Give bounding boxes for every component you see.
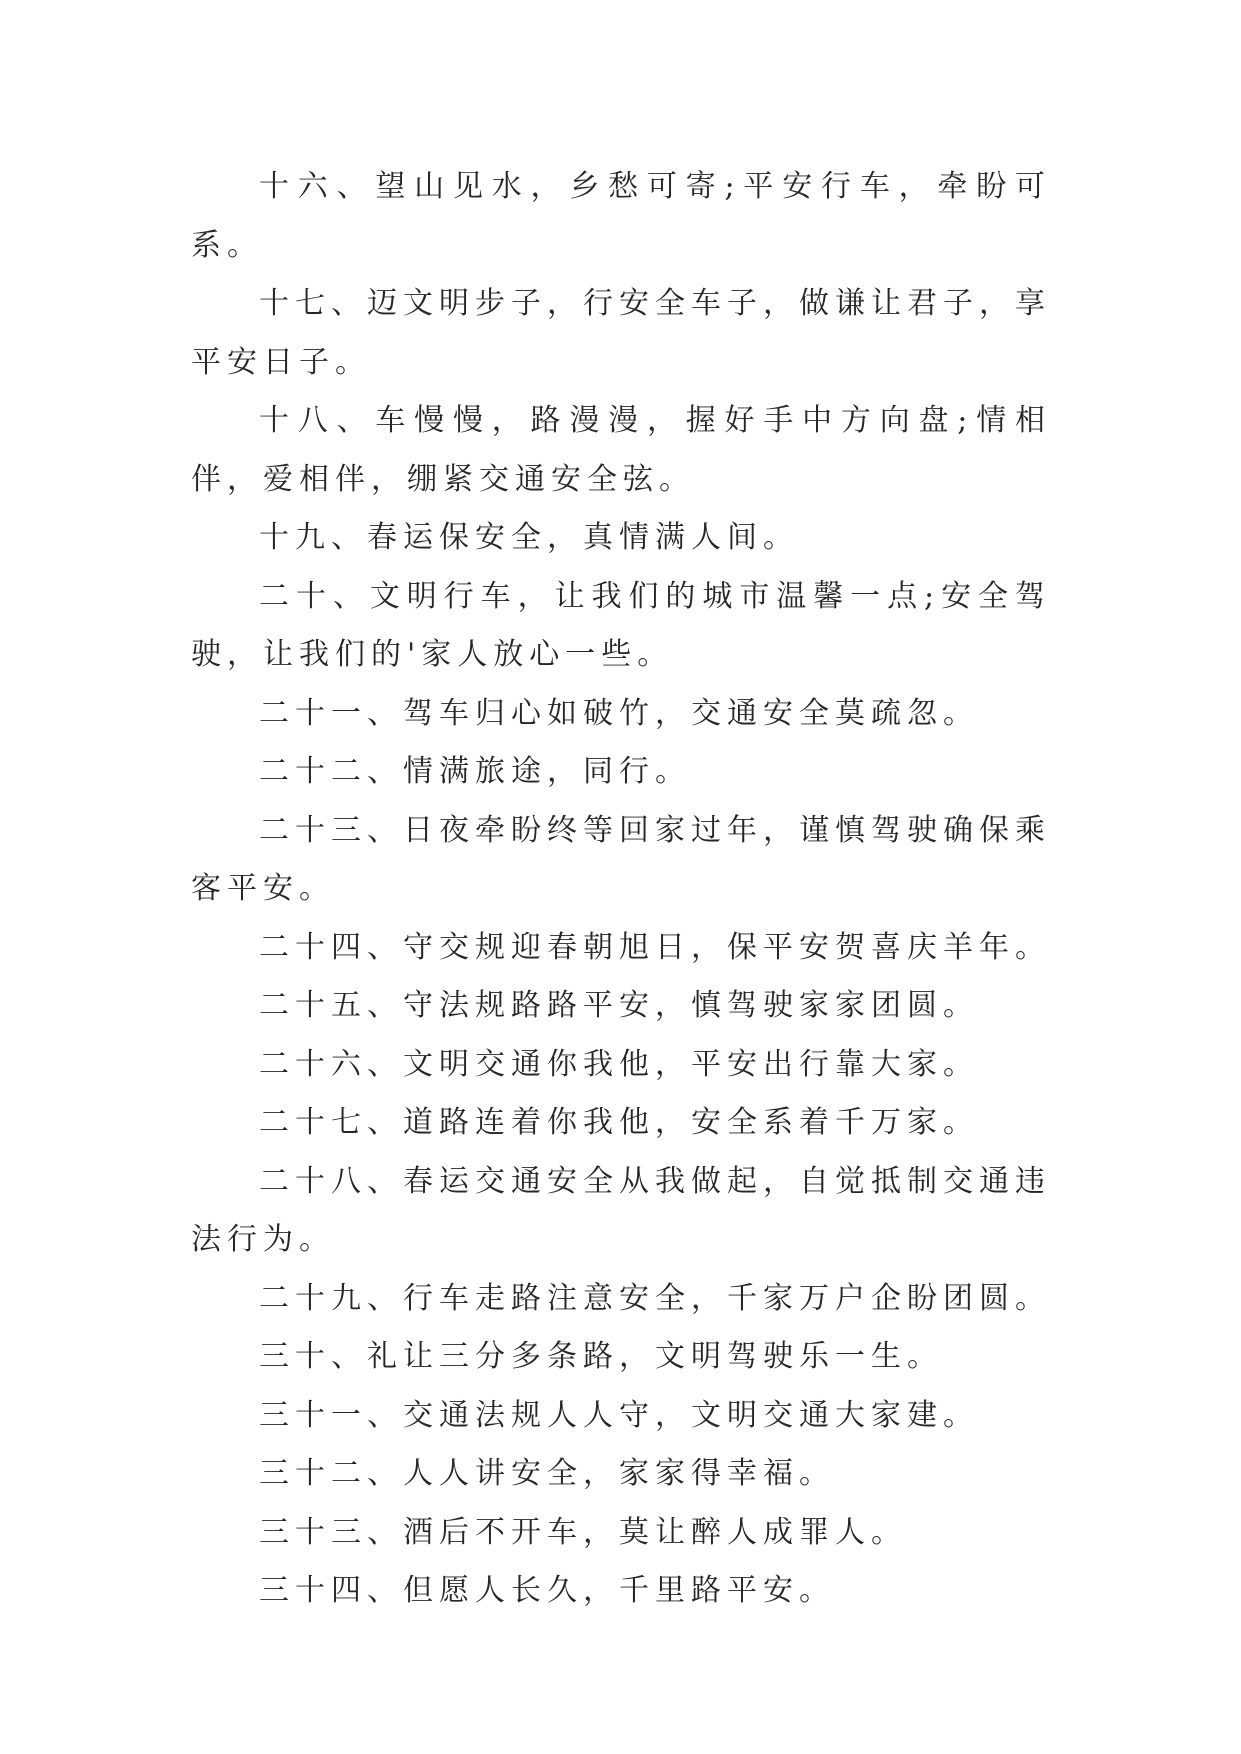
document-body xyxy=(191,158,1051,1621)
paragraph: 二十四、守交规迎春朝旭日，保平安贺喜庆羊年。 xyxy=(259,929,1051,965)
paragraph: 二十九、行车走路注意安全，千家万户企盼团圆。 xyxy=(259,1280,1051,1316)
paragraph: 二十三、日夜牵盼终等回家过年，谨慎驾驶确保乘客平安。 xyxy=(191,812,1051,906)
paragraph: 三十、礼让三分多条路，文明驾驶乐一生。 xyxy=(259,1339,943,1374)
paragraph: 三十四、但愿人长久，千里路平安。 xyxy=(259,1573,835,1608)
paragraph: 二十八、春运交通安全从我做起，自觉抵制交通违法行为。 xyxy=(191,1163,1051,1257)
paragraph: 二十一、驾车归心如破竹，交通安全莫疏忽。 xyxy=(259,695,979,731)
paragraph: 三十二、人人讲安全，家家得幸福。 xyxy=(259,1456,835,1491)
paragraph: 二十、文明行车，让我们的城市温馨一点;安全驾驶，让我们的'家人放心一些。 xyxy=(191,578,1051,672)
paragraph: 十六、望山见水，乡愁可寄;平安行车，牵盼可系。 xyxy=(191,169,1051,263)
paragraph: 三十一、交通法规人人守，文明交通大家建。 xyxy=(259,1397,979,1433)
paragraph: 二十五、守法规路路平安，慎驾驶家家团圆。 xyxy=(259,988,979,1023)
paragraph: 二十六、文明交通你我他，平安出行靠大家。 xyxy=(259,1046,979,1082)
paragraph: 十九、春运保安全，真情满人间。 xyxy=(259,520,799,555)
paragraph: 十七、迈文明步子，行安全车子，做谦让君子，享平安日子。 xyxy=(191,286,1051,380)
paragraph: 三十三、酒后不开车，莫让醉人成罪人。 xyxy=(259,1514,907,1550)
paragraph: 二十二、情满旅途，同行。 xyxy=(259,754,691,789)
paragraph: 十八、车慢慢，路漫漫，握好手中方向盘;情相伴，爱相伴，绷紧交通安全弦。 xyxy=(191,403,1051,497)
paragraph: 二十七、道路连着你我他，安全系着千万家。 xyxy=(259,1105,979,1140)
